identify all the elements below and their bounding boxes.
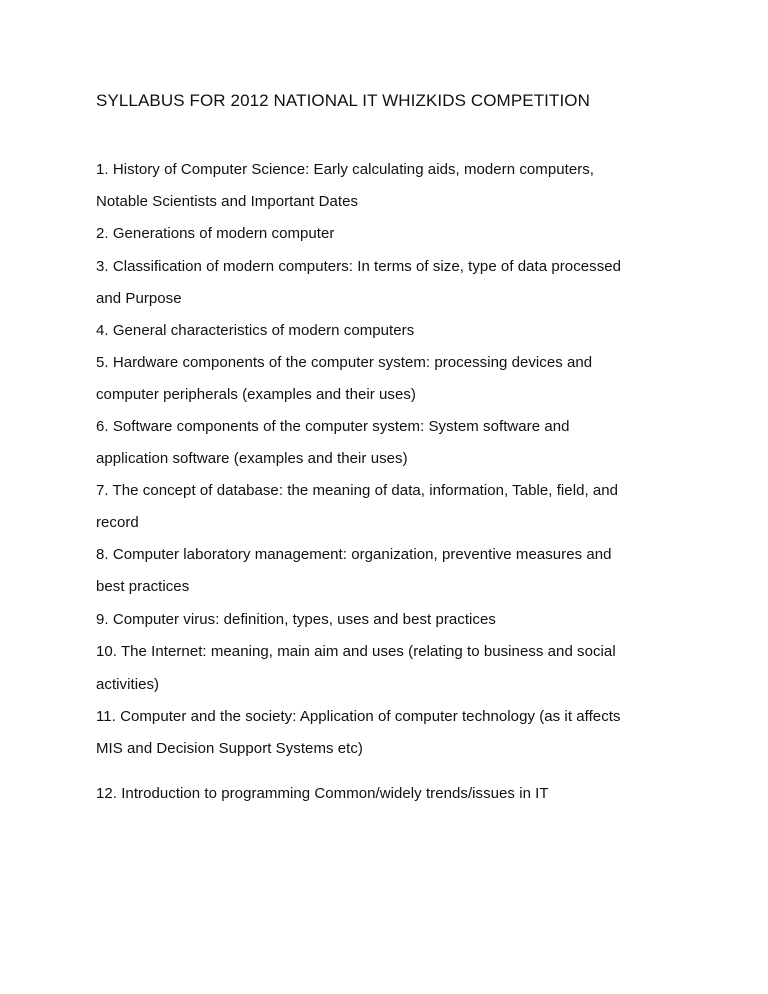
syllabus-line: 4. General characteristics of modern computers [96,322,415,339]
syllabus-line: computer peripherals (examples and their uses) [96,386,416,403]
syllabus-line: 1. History of Computer Science: Early calculating aids, modern computers, [96,161,595,178]
syllabus-line: 7. The concept of database: the meaning of data, information, Table, field, and [96,482,619,499]
syllabus-line: 6. Software components of the computer system: System software and [96,418,570,435]
syllabus-line: activities) [96,676,160,693]
syllabus-line: 12. Introduction to programming Common/widely trends/issues in IT [96,785,549,802]
syllabus-line: MIS and Decision Support Systems etc) [96,740,363,757]
syllabus-line: Notable Scientists and Important Dates [96,193,359,210]
syllabus-line: 2. Generations of modern computer [96,225,335,242]
syllabus-line: 9. Computer virus: definition, types, uses and best practices [96,611,496,628]
syllabus-line: application software (examples and their uses) [96,450,408,467]
syllabus-line: 3. Classification of modern computers: In terms of size, type of data processed [96,258,622,275]
syllabus-line: best practices [96,578,190,595]
syllabus-line: 5. Hardware components of the computer system: processing devices and [96,354,593,371]
syllabus-line: 8. Computer laboratory management: organization, preventive measures and [96,546,612,563]
syllabus-line: 10. The Internet: meaning, main aim and uses (relating to business and social [96,643,616,660]
page-title: SYLLABUS FOR 2012 NATIONAL IT WHIZKIDS COMPETITION [96,91,591,110]
syllabus-line: record [96,514,139,531]
syllabus-line: 11. Computer and the society: Application of computer technology (as it affects [96,708,621,725]
syllabus-line: and Purpose [96,290,182,307]
